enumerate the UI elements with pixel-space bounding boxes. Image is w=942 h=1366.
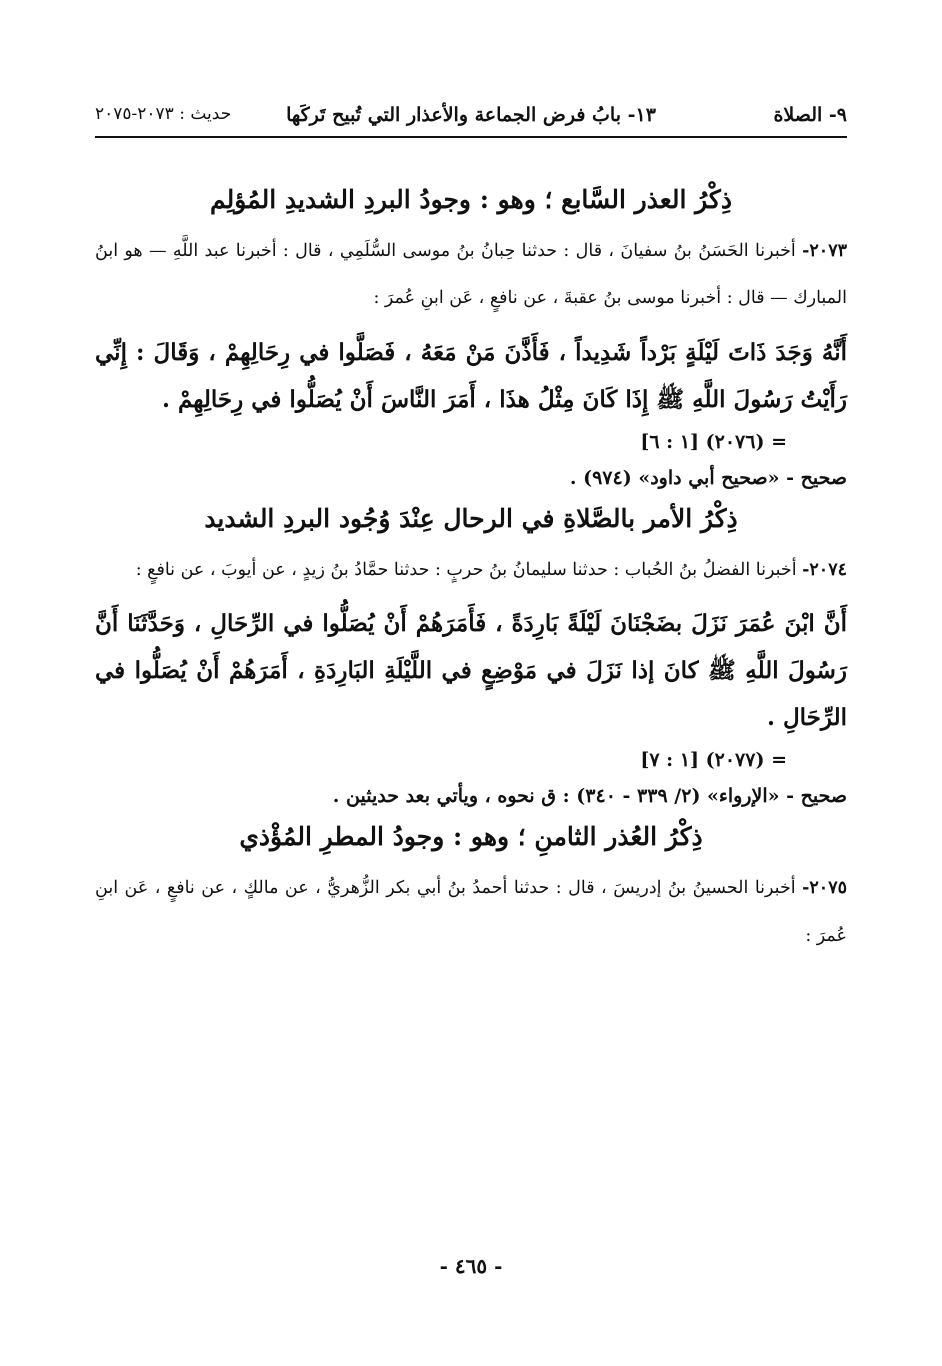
hadith-number: ٢٠٧٣-: [802, 241, 847, 261]
isnad-body: أخبرنا الحسينُ بنُ إدريسَ ، قال : حدثنا أحمدُ بنُ أبي بكر الزُّهريُّ ، عن مالكٍ ، عن نافعٍ ، عَن ابنِ عُمرَ :: [95, 878, 847, 946]
matn-text: أَنَّهُ وَجَدَ ذَاتَ لَيْلَةٍ بَرْداً شَدِيداً ، فَأَذَّنَ مَنْ مَعَهُ ، فَصَلَّوا في رِحَالِهِمْ ، وَقَالَ : إِنِّي رَأَيْتُ رَسُولَ اللَّهِ ﷺ إِذَا كَانَ مِثْلُ هذَا ، أَمَرَ النَّاسَ أَنْ يُصَلُّوا في رِحَالِهِمْ .: [95, 338, 847, 413]
isnad-text: [95, 865, 847, 960]
section-title: ١٣- بابُ فرض الجماعة والأعذار التي تُبيح تَركَها: [286, 104, 656, 126]
grading: [95, 467, 847, 489]
isnad-body: أخبرنا الحَسَنُ بنُ سفيانَ ، قال : حدثنا حِبانُ بنُ موسى السُّلَمِي ، قال : أخبرنا عبد اللَّهِ — هو ابنُ المبارك — قال : أخبرنا موسى بنُ عقبةَ ، عن نافعٍ ، عَن ابنِ عُمرَ :: [95, 241, 847, 309]
section-heading: ذِكْرُ العُذر الثامنِ ؛ وهو : وجودُ المطرِ المُؤْذي: [239, 822, 703, 852]
section-cold-excuse: [95, 180, 847, 489]
isnad-body: أخبرنا الفضلُ بنُ الحُباب : حدثنا سليمانُ بنُ حربٍ : حدثنا حمَّادُ بنُ زيدٍ ، عن أيوبَ ، عن نافعٍ :: [135, 559, 803, 580]
section-heading: ذِكْرُ الأمر بالصَّلاةِ في الرحال عِنْدَ وُجُود البردِ الشديد: [204, 503, 738, 533]
matn-text: أَنَّ ابْنَ عُمَرَ نَزَلَ بضَجْنَانَ لَيْلَةً بَارِدَةً ، فَأَمَرَهُمْ أَنْ يُصَلُّوا في الرِّحَالِ ، وَحَدَّثَنَا أَنَّ رَسُولَ اللَّهِ ﷺ كانَ إذا نَزَلَ في مَوْضِعٍ في اللَّيْلَةِ البَارِدَةِ ، أَمَرَهُمْ أَنْ يُصَلُّوا في الرِّحَالِ .: [95, 610, 847, 732]
grade-label: صحيح -: [779, 785, 847, 808]
page-content: [95, 180, 847, 960]
page-number: - ٤٦٥ -: [439, 1254, 503, 1278]
hadith-range: حديث : ٢٠٧٣-٢٠٧٥: [95, 104, 232, 124]
section-prayer-in-dwellings: [95, 499, 847, 808]
cross-reference: = (٢٠٧٦) [١ : ٦]: [640, 430, 787, 453]
section-rain-excuse: [95, 817, 847, 960]
isnad-text: [95, 228, 847, 323]
grading: [95, 785, 847, 807]
grade-source: «الإرواء» (٢/ ٣٣٩ - ٣٤٠) : ق نحوه ، ويأتي بعد حديثين .: [332, 785, 780, 808]
page-header: [95, 100, 847, 138]
grade-label: صحيح -: [779, 466, 847, 489]
section-heading: ذِكْرُ العذر السَّابع ؛ وهو : وجودُ البردِ الشديدِ المُؤلِم: [210, 185, 732, 214]
cross-reference: = (٢٠٧٧) [١ : ٧]: [640, 749, 787, 772]
grade-source: «صحيح أبي داود» (٩٧٤) .: [569, 466, 780, 489]
hadith-number: ٢٠٧٤-: [802, 559, 847, 580]
isnad-text: [95, 547, 847, 594]
chapter-title: ٩- الصلاة: [773, 104, 847, 126]
hadith-number: ٢٠٧٥-: [802, 878, 847, 899]
